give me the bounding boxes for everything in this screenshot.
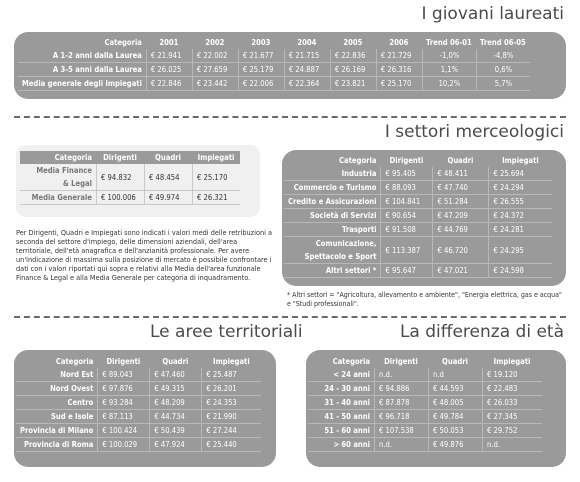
header-category: Categoria bbox=[332, 357, 370, 366]
age-table bbox=[308, 355, 542, 452]
table-row bbox=[16, 382, 261, 396]
header-cell: 2001 bbox=[159, 38, 179, 47]
row-label bbox=[18, 49, 146, 63]
row-label-text: 24 - 30 anni bbox=[324, 384, 370, 393]
header-cell: Dirigenti bbox=[96, 151, 144, 164]
row-label bbox=[284, 237, 380, 264]
table-row bbox=[16, 368, 261, 382]
value-cell: € 24.353 bbox=[201, 396, 261, 410]
table-row bbox=[308, 438, 542, 452]
row-label bbox=[16, 368, 97, 382]
value-cell: € 95.647 bbox=[380, 264, 432, 278]
row-label bbox=[20, 164, 96, 191]
value-cell: € 96.718 bbox=[374, 410, 428, 424]
value-cell: -4,8% bbox=[476, 49, 530, 63]
section-divider bbox=[14, 316, 566, 318]
table-row bbox=[20, 164, 240, 191]
value-cell: € 21.990 bbox=[201, 410, 261, 424]
row-label bbox=[284, 195, 380, 209]
table-row bbox=[284, 237, 552, 264]
value-cell: € 25.694 bbox=[488, 167, 552, 181]
header-cell: 2004 bbox=[297, 38, 317, 47]
value-cell: € 25.179 bbox=[238, 63, 284, 77]
header-cell: 2002 bbox=[205, 38, 225, 47]
header-cell: Dirigenti bbox=[389, 156, 424, 165]
value-cell: € 25.170 bbox=[192, 164, 240, 191]
row-label-text: Centro bbox=[67, 398, 94, 407]
row-label-text: Industria bbox=[341, 169, 377, 178]
value-cell: € 23.442 bbox=[192, 77, 238, 91]
value-cell: n.d. bbox=[482, 438, 542, 452]
value-cell: € 22.002 bbox=[192, 49, 238, 63]
value-cell: € 22.364 bbox=[284, 77, 330, 91]
value-cell: € 48.209 bbox=[149, 396, 201, 410]
value-cell: € 25.440 bbox=[201, 438, 261, 452]
row-label bbox=[308, 396, 374, 410]
value-cell: € 44.734 bbox=[149, 410, 201, 424]
value-cell: € 89.043 bbox=[97, 368, 149, 382]
row-label-text: 51 - 60 anni bbox=[324, 426, 370, 435]
value-cell: € 22.846 bbox=[146, 77, 192, 91]
value-cell: € 24.372 bbox=[488, 209, 552, 223]
value-cell: € 24.294 bbox=[488, 181, 552, 195]
value-cell: € 24.598 bbox=[488, 264, 552, 278]
value-cell: € 91.508 bbox=[380, 223, 432, 237]
table-header-row bbox=[284, 154, 552, 167]
value-cell: € 26.033 bbox=[482, 396, 542, 410]
value-cell: € 88.093 bbox=[380, 181, 432, 195]
value-cell: € 26.321 bbox=[192, 191, 240, 205]
value-cell: -1,0% bbox=[422, 49, 476, 63]
table-row bbox=[308, 424, 542, 438]
table-row bbox=[284, 195, 552, 209]
section-divider bbox=[14, 116, 566, 118]
value-cell: € 44.593 bbox=[428, 382, 482, 396]
header-cell: 2006 bbox=[389, 38, 409, 47]
value-cell: € 90.654 bbox=[380, 209, 432, 223]
value-cell: € 27.244 bbox=[201, 424, 261, 438]
value-cell: € 27.659 bbox=[192, 63, 238, 77]
value-cell: € 25.170 bbox=[376, 77, 422, 91]
row-label bbox=[308, 438, 374, 452]
row-label-text: Società di Servizi bbox=[309, 211, 377, 220]
sectors-title: I settori merceologici bbox=[384, 122, 564, 142]
value-cell: € 51.284 bbox=[432, 195, 488, 209]
value-cell: € 24.887 bbox=[284, 63, 330, 77]
graduates-table-box bbox=[14, 32, 566, 99]
value-cell: 0,6% bbox=[476, 63, 530, 77]
header-cell: Quadri bbox=[144, 151, 192, 164]
value-cell: € 25.487 bbox=[201, 368, 261, 382]
value-cell: € 87.878 bbox=[374, 396, 428, 410]
finance-table bbox=[20, 151, 240, 205]
table-row bbox=[18, 77, 530, 91]
value-cell: € 100.424 bbox=[97, 424, 149, 438]
value-cell: € 93.284 bbox=[97, 396, 149, 410]
row-label-text: Comunicazione, bbox=[315, 239, 377, 248]
table-header-row bbox=[18, 36, 530, 49]
row-label bbox=[284, 264, 380, 278]
value-cell: € 22.006 bbox=[238, 77, 284, 91]
header-cell: 2003 bbox=[251, 38, 271, 47]
row-label bbox=[20, 191, 96, 205]
row-label bbox=[18, 63, 146, 77]
table-row bbox=[16, 410, 261, 424]
table-header-row bbox=[20, 151, 240, 164]
value-cell: € 48.005 bbox=[428, 396, 482, 410]
row-label-text: Provincia di Milano bbox=[20, 426, 94, 435]
value-cell: € 26.201 bbox=[201, 382, 261, 396]
table-row bbox=[18, 49, 530, 63]
row-label-text: 41 - 50 anni bbox=[324, 412, 370, 421]
row-label-text: A 1-2 anni dalla Laurea bbox=[52, 51, 142, 60]
value-cell: € 21.715 bbox=[284, 49, 330, 63]
value-cell: € 24.281 bbox=[488, 223, 552, 237]
header-cell: Dirigenti bbox=[106, 357, 141, 366]
age-title: La differenza di età bbox=[399, 322, 564, 342]
row-label bbox=[284, 223, 380, 237]
value-cell: € 49.876 bbox=[428, 438, 482, 452]
value-cell: € 26.316 bbox=[376, 63, 422, 77]
row-label-text: Media Finance bbox=[36, 166, 92, 175]
sectors-footnote: * Altri settori = "Agricoltura, allevamento e ambiente", "Energia elettrica, gas e acqua" e "Studi professionali". bbox=[287, 291, 562, 308]
header-category: Categoria bbox=[104, 38, 142, 47]
value-cell: € 87.113 bbox=[97, 410, 149, 424]
value-cell: € 24.295 bbox=[488, 237, 552, 264]
table-row bbox=[308, 382, 542, 396]
table-row bbox=[16, 424, 261, 438]
table-row bbox=[284, 167, 552, 181]
value-cell: € 48.454 bbox=[144, 164, 192, 191]
row-label-text: A 3-5 anni dalla Laurea bbox=[52, 65, 142, 74]
row-label-text: Credito e Assicurazioni bbox=[288, 197, 377, 206]
table-row bbox=[308, 396, 542, 410]
row-label-text-line2: Spettacolo e Sport bbox=[304, 252, 377, 261]
row-label-text: < 24 anni bbox=[333, 370, 370, 379]
finance-paragraph: Per Dirigenti, Quadri e Impiegati sono indicati i valori medi delle retribuzioni a seconda del settore d'impiego, delle dimensioni aziendali, dell'area territoriale, dell'età anagrafica e dell'anzianità professionale. Per avere un'indicazione di massima sulla posizione di mercato è possibile confrontare i dati con i valori riportati qui sopra e relativi alla Media dell'area funzionale Finance & Legal e alla Media Generale per categoria di inquadramento. bbox=[16, 228, 273, 282]
value-cell: € 49.974 bbox=[144, 191, 192, 205]
value-cell: n.d. bbox=[374, 368, 428, 382]
value-cell: € 48.411 bbox=[432, 167, 488, 181]
row-label bbox=[308, 424, 374, 438]
value-cell: € 21.677 bbox=[238, 49, 284, 63]
value-cell: € 50.053 bbox=[428, 424, 482, 438]
header-cell: Impiegati bbox=[493, 357, 531, 366]
row-label-text: Trasporti bbox=[342, 225, 377, 234]
row-label bbox=[284, 209, 380, 223]
value-cell: € 47.460 bbox=[149, 368, 201, 382]
value-cell: € 26.555 bbox=[488, 195, 552, 209]
header-cell: Impiegati bbox=[502, 156, 539, 165]
row-label bbox=[18, 77, 146, 91]
table-header-row bbox=[308, 355, 542, 368]
table-row bbox=[308, 368, 542, 382]
value-cell: € 23.821 bbox=[330, 77, 376, 91]
value-cell: € 46.720 bbox=[432, 237, 488, 264]
header-cell: Quadri bbox=[162, 357, 189, 366]
value-cell: € 100.029 bbox=[97, 438, 149, 452]
areas-table bbox=[16, 355, 261, 452]
value-cell: € 21.729 bbox=[376, 49, 422, 63]
table-row bbox=[284, 181, 552, 195]
age-table-box bbox=[306, 350, 566, 467]
value-cell: € 95.405 bbox=[380, 167, 432, 181]
value-cell: € 107.538 bbox=[374, 424, 428, 438]
row-label bbox=[16, 438, 97, 452]
value-cell: € 26.025 bbox=[146, 63, 192, 77]
graduates-table bbox=[18, 36, 530, 91]
value-cell: € 21.941 bbox=[146, 49, 192, 63]
value-cell: € 49.315 bbox=[149, 382, 201, 396]
row-label-text: Media generale degli impiegati bbox=[22, 79, 142, 88]
table-row bbox=[284, 264, 552, 278]
value-cell: € 94.886 bbox=[374, 382, 428, 396]
header-cell: Trend 06-01 bbox=[426, 38, 472, 47]
value-cell: € 22.483 bbox=[482, 382, 542, 396]
header-cell: Quadri bbox=[442, 357, 468, 366]
value-cell: 1,1% bbox=[422, 63, 476, 77]
finance-table-box bbox=[16, 145, 260, 217]
row-label-text: Provincia di Roma bbox=[23, 440, 94, 449]
header-cell: Dirigenti bbox=[384, 357, 418, 366]
row-label bbox=[308, 368, 374, 382]
value-cell: € 97.876 bbox=[97, 382, 149, 396]
row-label-text: Altri settori * bbox=[325, 266, 377, 275]
value-cell: € 47.021 bbox=[432, 264, 488, 278]
value-cell: € 47.924 bbox=[149, 438, 201, 452]
table-row bbox=[284, 223, 552, 237]
row-label bbox=[16, 396, 97, 410]
row-label-text: Media Generale bbox=[31, 193, 92, 202]
value-cell: € 50.439 bbox=[149, 424, 201, 438]
value-cell: € 27.345 bbox=[482, 410, 542, 424]
value-cell: € 44.769 bbox=[432, 223, 488, 237]
table-row bbox=[18, 63, 530, 77]
value-cell: € 104.841 bbox=[380, 195, 432, 209]
sectors-table bbox=[284, 154, 552, 278]
table-row bbox=[16, 438, 261, 452]
table-row bbox=[20, 191, 240, 205]
row-label bbox=[284, 181, 380, 195]
row-label bbox=[16, 424, 97, 438]
value-cell: € 94.832 bbox=[96, 164, 144, 191]
row-label bbox=[308, 410, 374, 424]
header-cell: Impiegati bbox=[192, 151, 240, 164]
table-row bbox=[284, 209, 552, 223]
table-row bbox=[16, 396, 261, 410]
row-label-text: Sud e Isole bbox=[51, 412, 94, 421]
value-cell: € 19.120 bbox=[482, 368, 542, 382]
row-label-text: Nord Est bbox=[60, 370, 94, 379]
row-label bbox=[308, 382, 374, 396]
row-label-text: Nord Ovest bbox=[50, 384, 94, 393]
table-header-row bbox=[16, 355, 261, 368]
header-category: Categoria bbox=[339, 156, 377, 165]
header-category: Categoria bbox=[55, 357, 94, 366]
row-label-text-line2: & Legal bbox=[62, 179, 92, 188]
value-cell: € 26.169 bbox=[330, 63, 376, 77]
header-cell: Trend 06-05 bbox=[480, 38, 526, 47]
areas-title: Le aree territoriali bbox=[150, 322, 303, 342]
value-cell: € 47.740 bbox=[432, 181, 488, 195]
value-cell: € 29.752 bbox=[482, 424, 542, 438]
table-row bbox=[308, 410, 542, 424]
row-label-text: Commercio e Turismo bbox=[293, 183, 377, 192]
value-cell: € 49.784 bbox=[428, 410, 482, 424]
value-cell: n.d. bbox=[374, 438, 428, 452]
sectors-table-box bbox=[282, 150, 566, 286]
row-label-text: 31 - 40 anni bbox=[324, 398, 370, 407]
value-cell: € 113.387 bbox=[380, 237, 432, 264]
value-cell: n.d bbox=[428, 368, 482, 382]
row-label-text: > 60 anni bbox=[333, 440, 370, 449]
row-label bbox=[16, 410, 97, 424]
row-label bbox=[16, 382, 97, 396]
value-cell: € 22.836 bbox=[330, 49, 376, 63]
value-cell: 5,7% bbox=[476, 77, 530, 91]
header-cell: Impiegati bbox=[213, 357, 250, 366]
value-cell: € 100.006 bbox=[96, 191, 144, 205]
graduates-title: I giovani laureati bbox=[421, 4, 564, 24]
header-cell: 2005 bbox=[343, 38, 363, 47]
header-cell: Quadri bbox=[447, 156, 474, 165]
header-category: Categoria bbox=[20, 151, 96, 164]
row-label bbox=[284, 167, 380, 181]
areas-table-box bbox=[14, 350, 276, 467]
value-cell: € 47.209 bbox=[432, 209, 488, 223]
value-cell: 10,2% bbox=[422, 77, 476, 91]
